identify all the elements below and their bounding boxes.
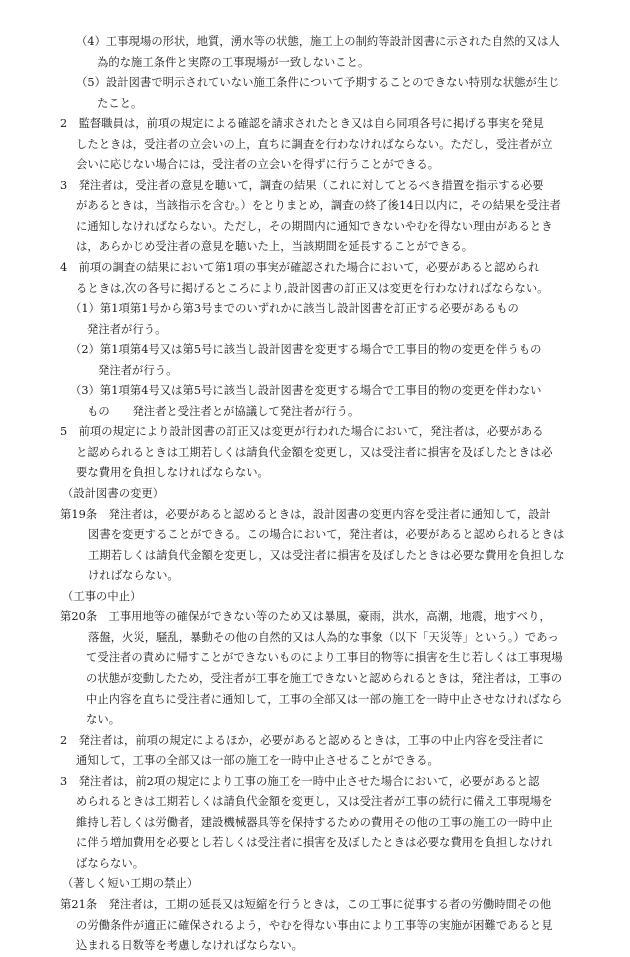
- text-line: 工期若しくは請負代金額を変更し，又は受注者に損害を及ぼしたときは必要な費用を負担しな: [88, 548, 565, 562]
- text-line: 発注者が行う。: [98, 363, 178, 377]
- text-line: に通知しなければならない。ただし，その期間内に通知できないやむを得ない理由があるとき: [76, 219, 553, 233]
- text-line: 第21条 発注者は，工期の延長又は短縮を行うときは，この工事に従事する者の労働時間その他: [60, 897, 552, 911]
- section-heading: （著しく短い工期の禁止）: [62, 877, 199, 891]
- text-line: と認められるときは工期若しくは請負代金額を変更し，又は受注者に損害を及ぼしたときは必: [76, 445, 553, 459]
- text-line: ければならない。: [88, 569, 179, 583]
- text-line: は，あらかじめ受注者の意見を聴いた上，当該期間を延長することができる。: [76, 240, 474, 254]
- text-line: 3 発注者は，前2項の規定により工事の施工を一時中止させた場合において，必要があると認: [60, 774, 540, 788]
- text-line: 中止内容を直ちに受注者に通知して，工事の全部又は一部の施工を一時中止させなければなら: [86, 692, 563, 706]
- text-line: があるときは，当該指示を含む。）をとりまとめ，調査の終了後14日以内に，その結果を受注者: [76, 199, 561, 213]
- text-line: 5 前項の規定により設計図書の訂正又は変更が行われた場合において，発注者は，必要がある: [60, 425, 544, 439]
- text-line: （1）第1項第1号から第3号までのいずれかに該当し設計図書を訂正する必要があるもの: [70, 302, 519, 316]
- text-line: 込まれる日数等を考慮しなければならない。: [76, 939, 303, 953]
- text-line: 会いに応じない場合には，受注者の立会いを得ずに行うことができる。: [76, 158, 440, 172]
- text-line: （5）設計図書で明示されていない施工条件について予期することのできない特別な状態が生じ: [76, 76, 560, 90]
- text-line: められるときは工期若しくは請負代金額を変更し，又は受注者が工事の続行に備え工事現場を: [76, 795, 553, 809]
- text-line: 2 監督職員は，前項の規定による確認を請求されたとき又は自ら同項各号に掲げる事実を発見: [60, 117, 544, 131]
- text-line: （4）工事現場の形状，地質，湧水等の状態，施工上の制約等設計図書に示された自然的又は人: [76, 35, 560, 48]
- text-line: 維持し若しくは労働者，建設機械器具等を保持するための費用その他の工事の施工の一時中止: [76, 815, 553, 829]
- text-line: 3 発注者は，受注者の意見を聴いて，調査の結果（これに対してとるべき措置を指示する必要: [60, 178, 544, 192]
- text-line: 4 前項の調査の結果において第1項の事実が確認された場合において，必要があると認められ: [60, 261, 540, 275]
- text-line: 図書を変更することができる。この場合において，発注者は，必要があると認められるときは: [88, 528, 565, 542]
- text-line: の労働条件が適正に確保されるよう，やむを得ない事由により工事等の実施が困難であると見: [76, 918, 553, 932]
- text-line: もの 発注者と受注者とが協議して発注者が行う。: [87, 404, 360, 418]
- text-line: したときは，受注者の立会いの上，直ちに調査を行わなければならない。ただし，受注者が立: [76, 137, 553, 151]
- text-line: 落盤，火災，騒乱，暴動その他の自然的又は人為的な事象（以下「天災等」という。）であっ: [88, 630, 559, 644]
- text-line: （2）第1項第4号又は第5号に該当し設計図書を変更する場合で工事目的物の変更を伴うもの: [70, 343, 542, 357]
- text-line: に伴う増加費用を必要とし若しくは受注者に損害を及ぼしたときは必要な費用を負担しなけれ: [76, 836, 553, 850]
- text-line: 通知して，工事の全部又は一部の施工を一時中止させることができる。: [76, 754, 439, 768]
- section-heading: （設計図書の変更）: [62, 487, 165, 501]
- text-line: ばならない。: [76, 856, 145, 870]
- text-line: 要な費用を負担しなければならない。: [76, 466, 269, 480]
- text-line: 発注者が行う。: [87, 322, 167, 336]
- text-line: 第20条 工事用地等の確保ができない等のため又は暴風，豪雨，洪水，高潮，地震，地すべり，: [60, 610, 551, 624]
- text-line: の状態が変動したため，受注者が工事を施工できないと認められるときは，発注者は，工事の: [86, 671, 563, 685]
- text-line: 第19条 発注者は，必要があると認めるときは，設計図書の変更内容を受注者に通知して，設計: [60, 507, 551, 521]
- text-line: たこと。: [97, 96, 143, 110]
- text-line: て受注者の責めに帰すことができないものにより工事目的物等に損害を生じ若しくは工事現場: [86, 651, 563, 665]
- text-line: 2 発注者は，前項の規定によるほか，必要があると認めるときは，工事の中止内容を受注者に: [60, 733, 544, 747]
- text-line: るときは,次の各号に掲げるところにより,設計図書の訂正又は変更を行わなければならない。: [76, 281, 549, 295]
- section-heading: （工事の中止）: [62, 589, 142, 603]
- text-line: （3）第1項第4号又は第5号に該当し設計図書を変更する場合で工事目的物の変更を伴わない: [70, 384, 542, 398]
- text-line: ない。: [86, 713, 121, 727]
- text-line: 為的な施工条件と実際の工事現場が一致しないこと。: [97, 55, 370, 69]
